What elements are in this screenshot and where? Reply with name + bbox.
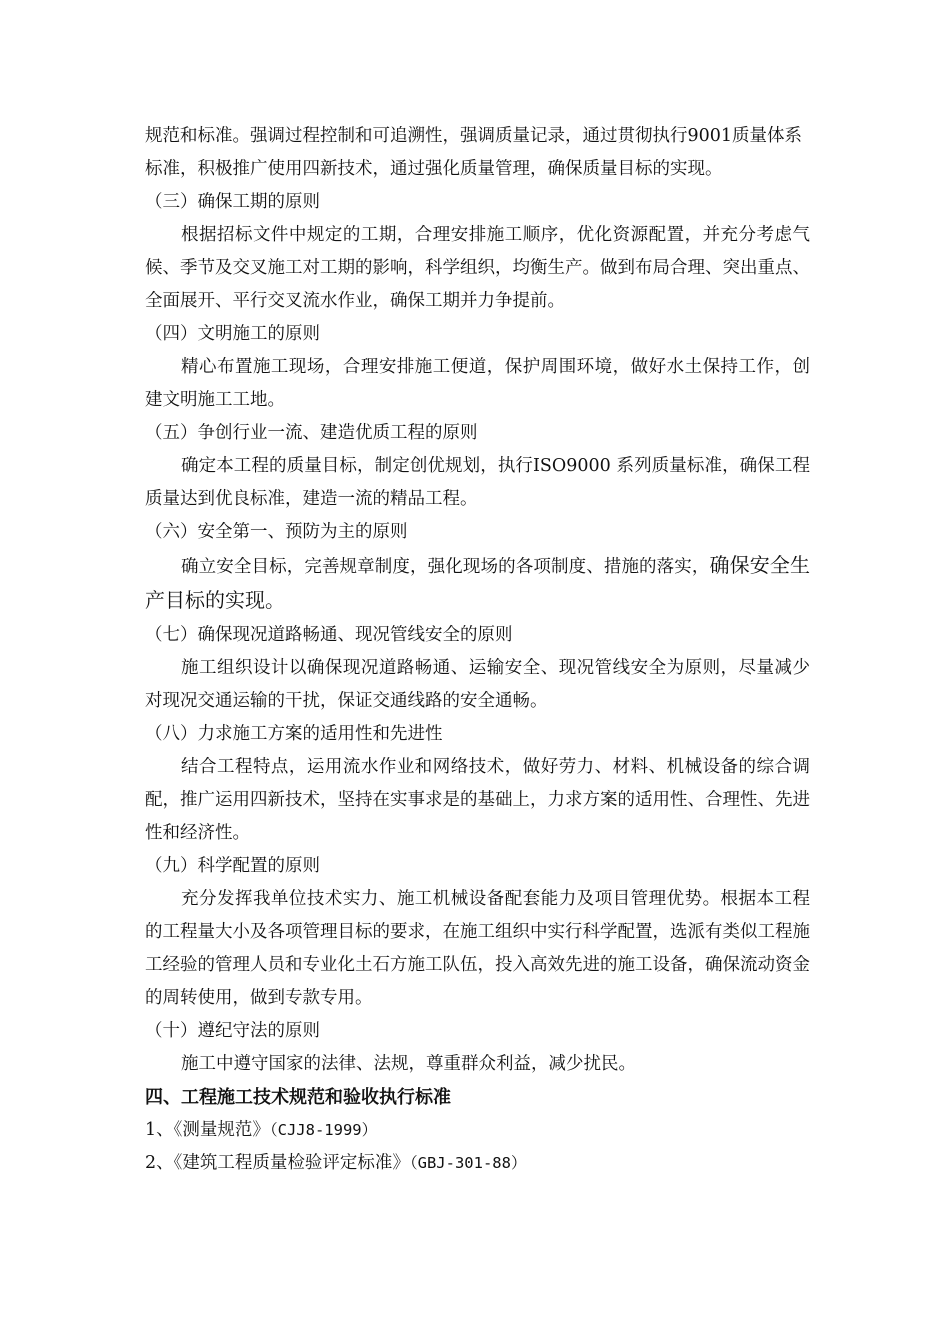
heading-scientific-allocation: （九）科学配置的原则 bbox=[145, 856, 320, 876]
paragraph-civilized-construction: 精心布置施工现场，合理安排施工便道，保护周围环境，做好水土保持工作，创建文明施工工地。 bbox=[145, 357, 810, 410]
heading-civilized-construction: （四）文明施工的原则 bbox=[145, 324, 320, 344]
paragraph-law-abiding: 施工中遵守国家的法律、法规，尊重群众利益，减少扰民。 bbox=[181, 1054, 636, 1074]
heading-schedule-principle: （三）确保工期的原则 bbox=[145, 192, 320, 212]
heading-applicability: （八）力求施工方案的适用性和先进性 bbox=[145, 724, 443, 744]
paragraph-applicability: 结合工程特点，运用流水作业和网络技术，做好劳力、材料、机械设备的综合调配，推广运用四新技术，坚持在实事求是的基础上，力求方案的适用性、合理性、先进性和经济性。 bbox=[145, 757, 810, 843]
heading-law-abiding: （十）遵纪守法的原则 bbox=[145, 1021, 320, 1041]
section-4-title: 四、工程施工技术规范和验收执行标准 bbox=[145, 1087, 451, 1108]
standard-ref-1 bbox=[145, 1114, 810, 1147]
document-body bbox=[145, 120, 810, 1180]
paragraph-safety-part1: 确立安全目标，完善规章制度，强化现场的各项制度、措施的落实， bbox=[181, 557, 710, 577]
paragraph-first-class-quality: 确定本工程的质量目标，制定创优规划，执行ISO9000 系列质量标准，确保工程质量达到优良标准，建造一流的精品工程。 bbox=[145, 456, 810, 509]
heading-first-class-quality: （五）争创行业一流、建造优质工程的原则 bbox=[145, 423, 478, 443]
standard-ref-code: （GBJ-301-88） bbox=[409, 1154, 527, 1172]
paragraph-safety bbox=[145, 549, 810, 619]
heading-safety-first: （六）安全第一、预防为主的原则 bbox=[145, 522, 408, 542]
standard-ref-code: （CJJ8-1999） bbox=[269, 1121, 378, 1139]
standard-ref-2 bbox=[145, 1147, 810, 1180]
standard-ref-name: 《建筑工程质量检验评定标准》 bbox=[173, 1153, 410, 1173]
paragraph-road-pipeline-safety: 施工组织设计以确保现况道路畅通、运输安全、现况管线安全为原则，尽量减少对现况交通运输的干扰，保证交通线路的安全通畅。 bbox=[145, 658, 810, 711]
paragraph-safety-part2: 确保安全生产目标的实现。 bbox=[145, 553, 811, 612]
standard-ref-name: 《测量规范》 bbox=[173, 1120, 270, 1140]
paragraph-quality-continued: 规范和标准。强调过程控制和可追溯性，强调质量记录，通过贯彻执行9001质量体系标准，积极推广使用四新技术，通过强化质量管理，确保质量目标的实现。 bbox=[145, 126, 803, 179]
standard-ref-number: 1、 bbox=[145, 1120, 174, 1140]
paragraph-scientific-allocation: 充分发挥我单位技术实力、施工机械设备配套能力及项目管理优势。根据本工程的工程量大小及各项管理目标的要求，在施工组织中实行科学配置，选派有类似工程施工经验的管理人员和专业化土石方施工队伍，投入高效先进的施工设备，确保流动资金的周转使用，做到专款专用。 bbox=[145, 889, 810, 1008]
standard-ref-number: 2、 bbox=[145, 1153, 174, 1173]
heading-road-pipeline-safety: （七）确保现况道路畅通、现况管线安全的原则 bbox=[145, 625, 513, 645]
paragraph-schedule: 根据招标文件中规定的工期，合理安排施工顺序，优化资源配置，并充分考虑气候、季节及交叉施工对工期的影响，科学组织，均衡生产。做到布局合理、突出重点、全面展开、平行交叉流水作业，确保工期并力争提前。 bbox=[145, 225, 810, 311]
